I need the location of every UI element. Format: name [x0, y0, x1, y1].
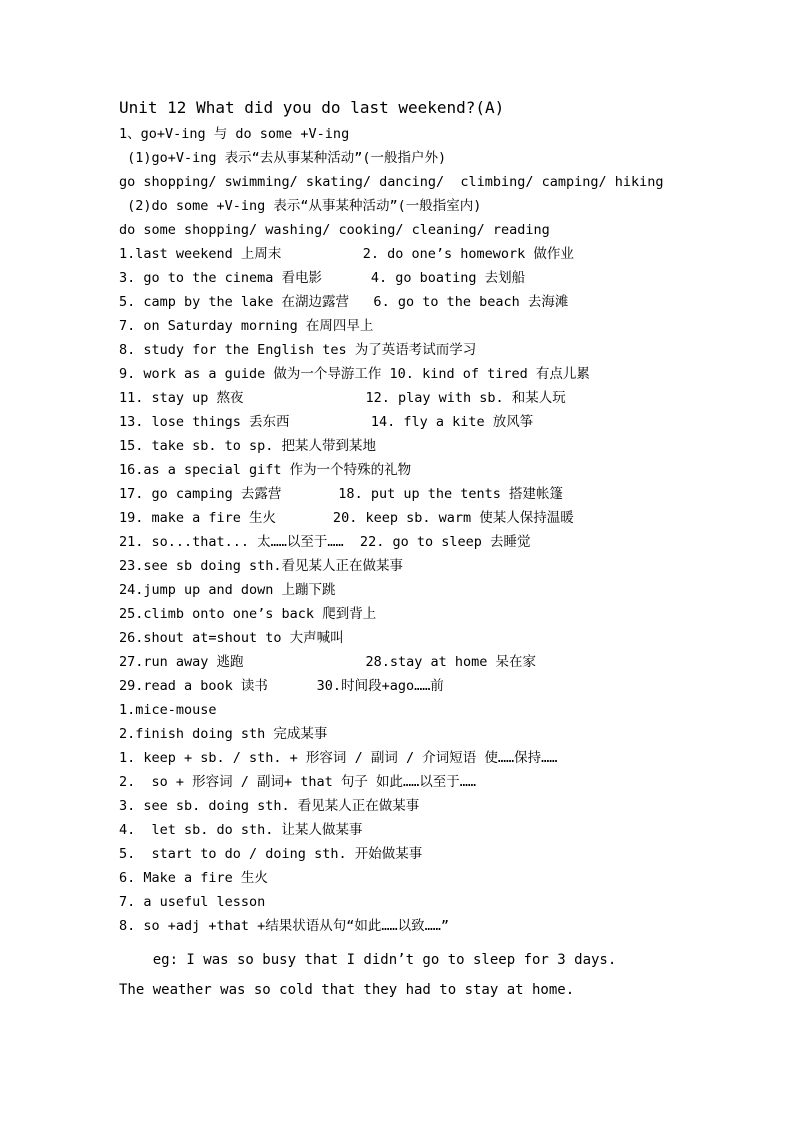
text-line: 23.see sb doing sth.看见某人正在做某事: [119, 558, 404, 574]
text-line: (2)do some +V-ing 表示“从事某种活动”(一般指室内): [119, 198, 482, 214]
text-line: go shopping/ swimming/ skating/ dancing/ climbing/ camping/ hiking: [119, 174, 664, 190]
document-page: [119, 94, 719, 1004]
text-line: 16.as a special gift 作为一个特殊的礼物: [119, 462, 412, 478]
text-line: 1. keep + sb. / sth. + 形容词 / 副词 / 介词短语 使……保持……: [119, 750, 558, 766]
text-line: 7. on Saturday morning 在周四早上: [119, 318, 374, 334]
text-line: (1)go+V-ing 表示“去从事某种活动”(一般指户外): [119, 150, 447, 166]
example-line: eg: I was so busy that I didn’t go to sleep for 3 days.: [119, 952, 617, 968]
text-line: 25.climb onto one’s back 爬到背上: [119, 606, 377, 622]
page-title: Unit 12 What did you do last weekend?(A): [119, 98, 505, 117]
text-line: 15. take sb. to sp. 把某人带到某地: [119, 438, 377, 454]
text-line: 1、go+V-ing 与 do some +V-ing: [119, 126, 350, 142]
text-line: 29.read a book 读书 30.时间段+ago……前: [119, 678, 444, 694]
text-line: 3. go to the cinema 看电影 4. go boating 去划船: [119, 270, 526, 286]
text-line: 4. let sb. do sth. 让某人做某事: [119, 822, 363, 838]
text-line: 24.jump up and down 上蹦下跳: [119, 582, 336, 598]
text-line: 1.mice-mouse: [119, 702, 217, 718]
text-line: 6. Make a fire 生火: [119, 870, 268, 886]
example-line: The weather was so cold that they had to stay at home.: [119, 982, 575, 998]
text-line: 19. make a fire 生火 20. keep sb. warm 使某人保持温暖: [119, 510, 574, 526]
text-line: 2. so + 形容词 / 副词+ that 句子 如此……以至于……: [119, 774, 477, 790]
text-line: 9. work as a guide 做为一个导游工作 10. kind of tired 有点儿累: [119, 366, 590, 382]
text-line: 3. see sb. doing sth. 看见某人正在做某事: [119, 798, 420, 814]
text-line: 13. lose things 丢东西 14. fly a kite 放风筝: [119, 414, 534, 430]
text-line: 11. stay up 熬夜 12. play with sb. 和某人玩: [119, 390, 566, 406]
text-line: 8. study for the English tes 为了英语考试而学习: [119, 342, 477, 358]
text-line: 5. camp by the lake 在湖边露营 6. go to the beach 去海滩: [119, 294, 569, 310]
text-line: 2.finish doing sth 完成某事: [119, 726, 328, 742]
text-line: 7. a useful lesson: [119, 894, 266, 910]
text-line: do some shopping/ washing/ cooking/ cleaning/ reading: [119, 222, 550, 238]
text-line: 5. start to do / doing sth. 开始做某事: [119, 846, 423, 862]
text-line: 27.run away 逃跑 28.stay at home 呆在家: [119, 654, 536, 670]
text-line: 1.last weekend 上周末 2. do one’s homework 做作业: [119, 246, 574, 262]
text-line: 21. so...that... 太……以至于…… 22. go to sleep 去睡觉: [119, 534, 531, 550]
text-line: 26.shout at=shout to 大声喊叫: [119, 630, 344, 646]
text-line: 8. so +adj +that +结果状语从句“如此……以致……”: [119, 918, 450, 934]
text-line: 17. go camping 去露营 18. put up the tents 搭建帐篷: [119, 486, 563, 502]
